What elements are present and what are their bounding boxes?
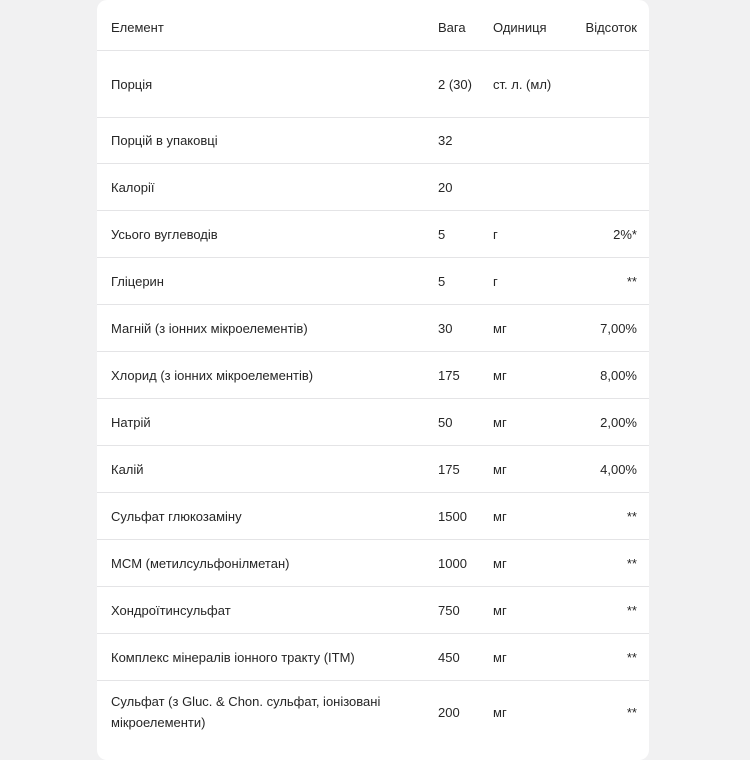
table-row — [97, 164, 649, 211]
cell-percent: 4,00% — [567, 446, 649, 493]
cell-unit: ст. л. (мл) — [493, 51, 567, 118]
cell-element: Натрій — [97, 399, 438, 446]
cell-element: Усього вуглеводів — [97, 211, 438, 258]
cell-weight: 30 — [438, 305, 493, 352]
cell-weight: 5 — [438, 211, 493, 258]
cell-weight: 175 — [438, 446, 493, 493]
cell-unit — [493, 118, 567, 164]
cell-unit: мг — [493, 446, 567, 493]
nutrition-table-card — [97, 0, 649, 760]
cell-unit: мг — [493, 352, 567, 399]
cell-weight: 200 — [438, 681, 493, 744]
table-row — [97, 258, 649, 305]
cell-element: Хондроїтинсульфат — [97, 587, 438, 634]
cell-unit: мг — [493, 493, 567, 540]
cell-element: Порцій в упаковці — [97, 118, 438, 164]
cell-element: Калорії — [97, 164, 438, 211]
cell-element: Порція — [97, 51, 438, 118]
cell-percent: 2%* — [567, 211, 649, 258]
cell-percent — [567, 164, 649, 211]
cell-element: Калій — [97, 446, 438, 493]
table-row — [97, 681, 649, 744]
cell-unit: мг — [493, 540, 567, 587]
table-header-row — [97, 4, 649, 51]
table-row — [97, 587, 649, 634]
cell-percent: ** — [567, 681, 649, 744]
cell-weight: 1500 — [438, 493, 493, 540]
table-row — [97, 399, 649, 446]
cell-percent: 8,00% — [567, 352, 649, 399]
cell-element: Хлорид (з іонних мікроелементів) — [97, 352, 438, 399]
table-row — [97, 305, 649, 352]
cell-unit: мг — [493, 587, 567, 634]
header-percent: Відсоток — [585, 19, 637, 35]
cell-percent: ** — [567, 634, 649, 681]
cell-element: Сульфат (з Gluc. & Chon. сульфат, іонізовані мікроелементи) — [97, 681, 438, 744]
cell-unit: мг — [493, 305, 567, 352]
table-row — [97, 352, 649, 399]
cell-percent: ** — [567, 587, 649, 634]
table-row — [97, 493, 649, 540]
header-unit: Одиниця — [493, 19, 547, 35]
cell-unit: мг — [493, 681, 567, 744]
cell-weight: 750 — [438, 587, 493, 634]
cell-element: Гліцерин — [97, 258, 438, 305]
cell-weight: 50 — [438, 399, 493, 446]
cell-percent: 7,00% — [567, 305, 649, 352]
table-row — [97, 118, 649, 164]
header-element: Елемент — [111, 19, 164, 35]
table-row — [97, 51, 649, 118]
cell-percent: ** — [567, 258, 649, 305]
cell-weight: 2 (30) — [438, 51, 493, 118]
cell-weight: 5 — [438, 258, 493, 305]
cell-element: Магній (з іонних мікроелементів) — [97, 305, 438, 352]
cell-element: MCM (метилсульфонілметан) — [97, 540, 438, 587]
cell-percent: ** — [567, 493, 649, 540]
cell-unit: мг — [493, 399, 567, 446]
cell-weight: 1000 — [438, 540, 493, 587]
cell-unit: мг — [493, 634, 567, 681]
cell-percent: 2,00% — [567, 399, 649, 446]
table-row — [97, 634, 649, 681]
table-row — [97, 211, 649, 258]
cell-weight: 32 — [438, 118, 493, 164]
cell-weight: 175 — [438, 352, 493, 399]
cell-percent: ** — [567, 540, 649, 587]
header-weight: Вага — [438, 19, 466, 35]
cell-weight: 450 — [438, 634, 493, 681]
cell-percent — [567, 118, 649, 164]
cell-element: Сульфат глюкозаміну — [97, 493, 438, 540]
cell-element: Комплекс мінералів іонного тракту (ITM) — [97, 634, 438, 681]
cell-weight: 20 — [438, 164, 493, 211]
cell-unit — [493, 164, 567, 211]
table-row — [97, 446, 649, 493]
cell-unit: г — [493, 211, 567, 258]
cell-unit: г — [493, 258, 567, 305]
cell-percent — [567, 51, 649, 118]
nutrition-table — [97, 4, 649, 743]
table-row — [97, 540, 649, 587]
